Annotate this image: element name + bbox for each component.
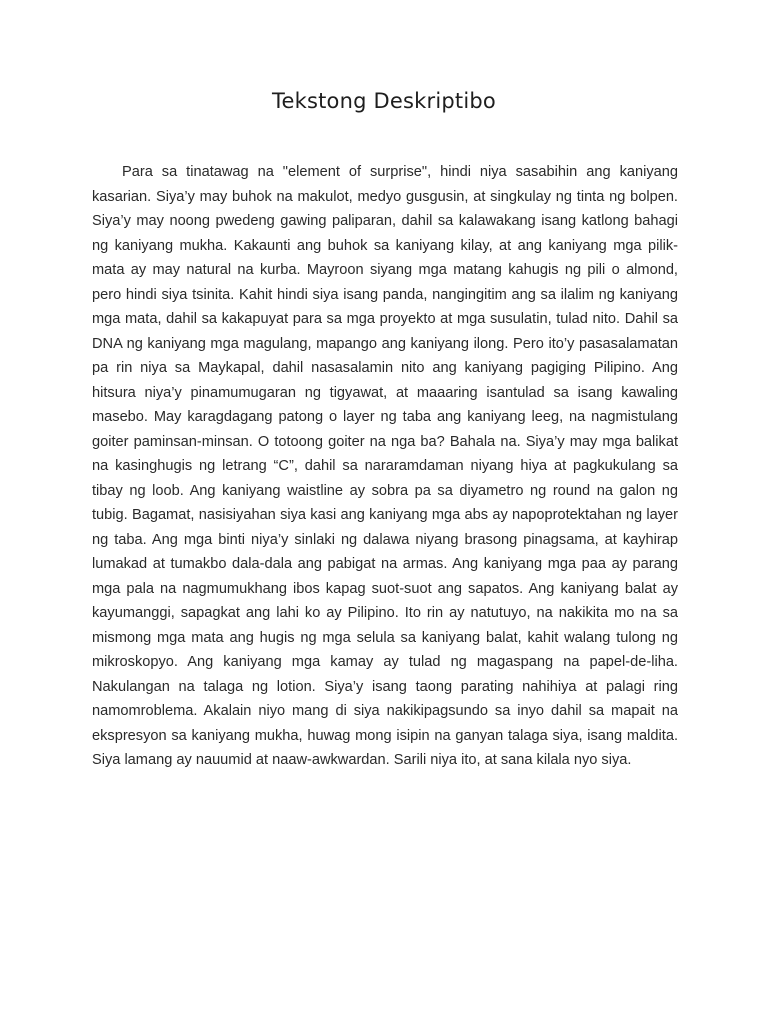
document-title: Tekstong Deskriptibo (272, 89, 496, 113)
body-paragraph: Para sa tinatawag na "element of surprise", hindi niya sasabihin ang kaniyang kasarian. Siya’y may buhok na makulot, medyo gusgusin, at singkulay ng tinta ng bolpen. Siya’y may noong pwedeng gawing paliparan, dahil sa kalawakang isang katlong bahagi ng kaniyang mukha. Kakaunti ang buhok sa kaniyang kilay, at ang kaniyang mga pilik-mata ay may natural na kurba. Mayroon siyang mga matang kahugis ng pili o almond, pero hindi siya tsinita. Kahit hindi siya isang panda, nangingitim ang sa ilalim ng kaniyang mga mata, dahil sa kakapuyat para sa mga proyekto at mga susulatin, tulad nito. Dahil sa DNA ng kaniyang mga magulang, mapango ang kaniyang ilong. Pero ito’y pasasalamatan pa rin niya sa Maykapal, dahil nasasalamin nito ang kaniyang pagiging Pilipino. Ang hitsura niya’y pinamumugaran ng tigyawat, at maaaring isantulad sa isang kawaling masebo. May karagdagang patong o layer ng taba ang kaniyang leeg, na nagmistulang goiter paminsan-minsan. O totoong goiter na nga ba? Bahala na. Siya’y may mga balikat na kasinghugis ng letrang “C”, dahil sa nararamdaman niyang hiya at pagkukulang sa tibay ng loob. Ang kaniyang waistline ay sobra pa sa diyametro ng round na galon ng tubig. Bagamat, nasisiyahan siya kasi ang kaniyang mga abs ay napoprotektahan ng layer ng taba. Ang mga binti niya’y sinlaki ng dalawa niyang brasong pinagsama, at kayhirap lumakad at tumakbo dala-dala ang pabigat na armas. Ang kaniyang mga paa ay parang mga pala na nagmumukhang ibos kapag suot-suot ang sapatos. Ang kaniyang balat ay kayumanggi, sapagkat ang lahi ko ay Pilipino. Ito rin ay natutuyo, na nakikita mo na sa mismong mga mata ang hugis ng mga selula sa kaniyang balat, kahit walang tulong ng mikroskopyo. Ang kaniyang mga kamay ay tulad ng magaspang na papel-de-liha. Nakulangan na talaga ng lotion. Siya’y isang taong parating nahihiya at palagi ring namomroblema. Akalain niyo mang di siya nakikipagsundo sa inyo dahil sa mapait na ekspresyon sa kaniyang mukha, huwag mong isipin na ganyan talaga siya, isang maldita. Siya lamang ay nauumid at naaw-awkwardan. Sarili niya ito, at sana kilala nyo siya. (92, 164, 678, 768)
